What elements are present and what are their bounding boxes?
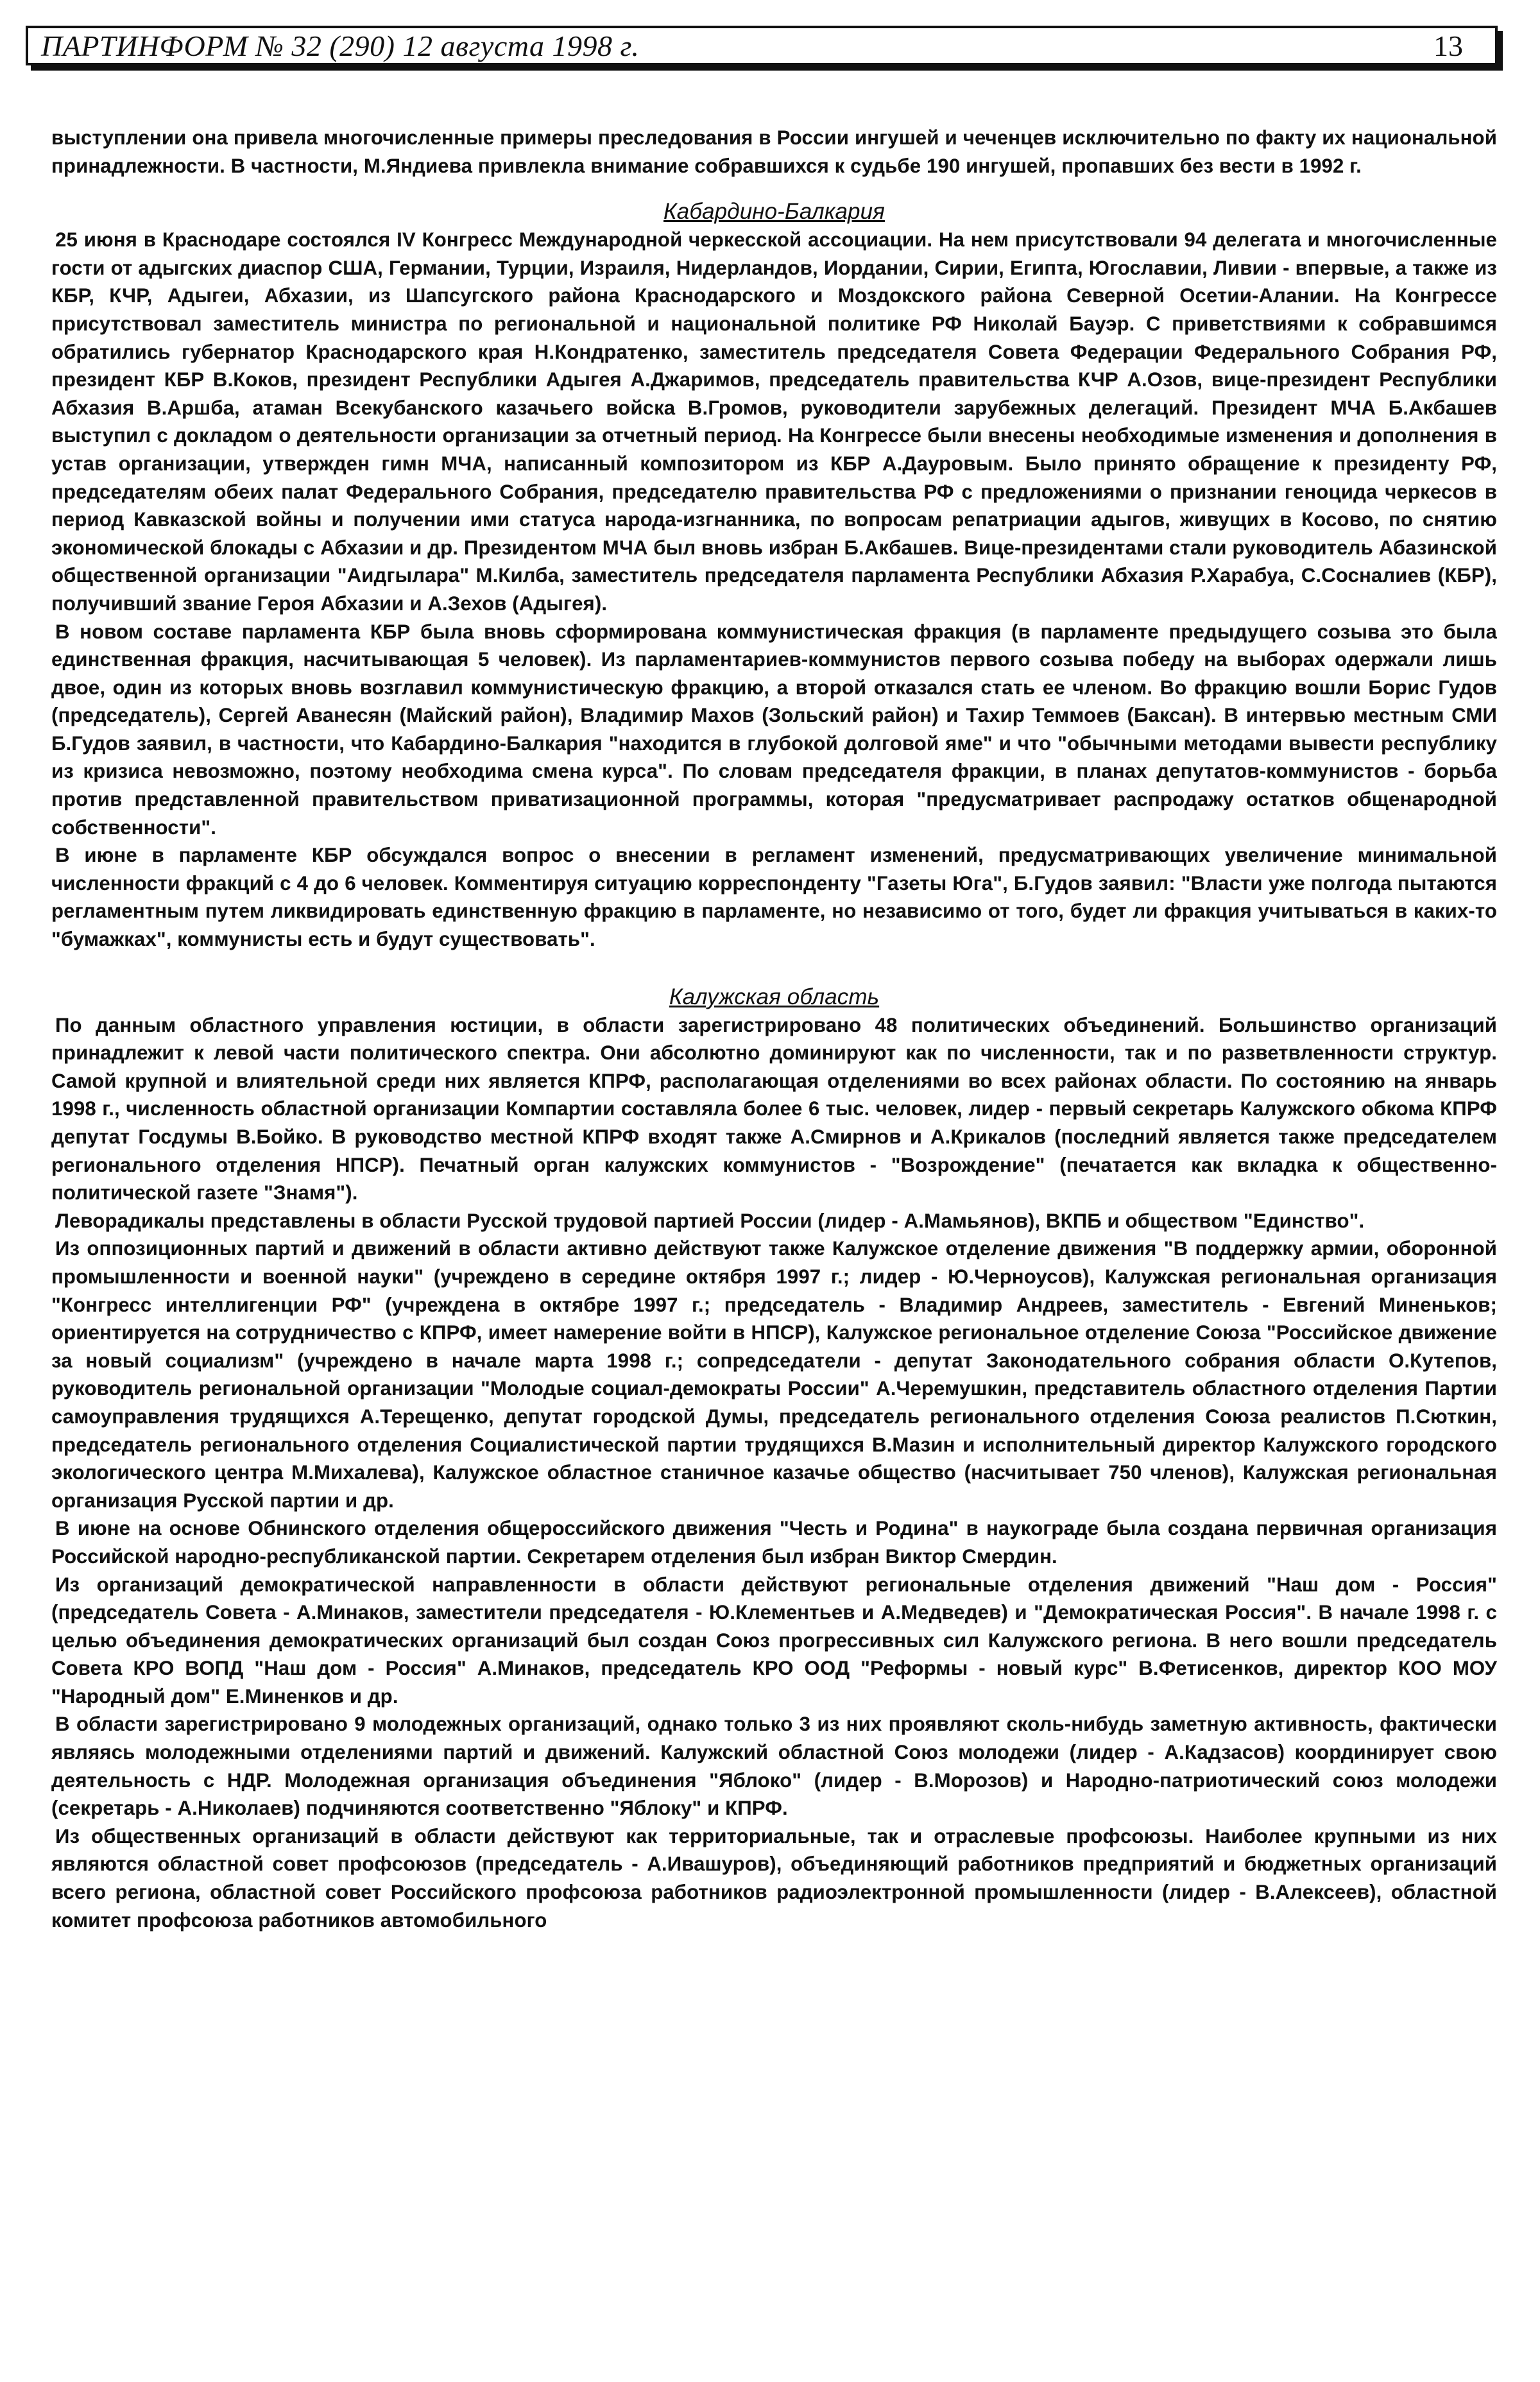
section-kabardino-balkaria — [51, 198, 1497, 953]
article-body — [51, 124, 1497, 1934]
spacer — [51, 180, 1497, 198]
paragraph: Леворадикалы представлены в области Русской трудовой партией России (лидер - А.Мамьянов), ВКПБ и обществом "Единство". — [55, 1209, 1365, 1232]
paragraph: В июне на основе Обнинского отделения общероссийского движения "Честь и Родина" в наукограде была создана первичная организация Российской народно-республиканской партии. Секретарем отделения был избран Виктор Смердин. — [51, 1517, 1497, 1568]
paragraph: Из оппозиционных партий и движений в области активно действуют также Калужское отделение движения "В поддержку армии, оборонной промышленности и военной науки" (учреждено в середине октября 1997 г.; лидер - Ю.Черноусов), Калужская региональная организация "Конгресс интеллигенции РФ" (учреждена в октябре 1997 г.; председатель - Владимир Андреев, заместитель - Евгений Миненьков; ориентируется на сотрудничество с КПРФ, имеет намерение войти в НПСР), Калужское региональное отделение Союза "Российское движение за новый социализм" (учреждено в начале марта 1998 г.; сопредседатели - депутат Законодательного собрания области О.Кутепов, руководитель региональной организации "Молодые социал-демократы России" А.Черемушкин, представитель областного отделения Партии самоуправления трудящихся А.Терещенко, депутат городской Думы, председатель регионального отделения Союза реалистов П.Сюткин, председатель регионального отделения Социалистической партии трудящихся В.Мазин и исполнительный директор Калужского городского экологического центра М.Михалева), Калужское областное станичное казачье общество (насчитывает 750 членов), Калужская региональная организация Русской партии и др. — [51, 1237, 1497, 1512]
section-title-kabardino-balkaria: Кабардино-Балкария — [663, 199, 885, 225]
page-header — [26, 26, 1498, 65]
spacer — [51, 954, 1497, 983]
paragraph: В области зарегистрировано 9 молодежных организаций, однако только 3 из них проявляют сколь-нибудь заметную активность, фактически являясь молодежными отделениями партий и движений. Калужский областной Союз молодежи (лидер - А.Кадзасов) координирует свою деятельность с НДР. Молодежная организация объединения "Яблоко" (лидер - В.Морозов) и Народно-патриотический союз молодежи (секретарь - А.Николаев) подчиняются соответственно "Яблоку" и КПРФ. — [51, 1713, 1497, 1820]
intro-paragraph: выступлении она привела многочисленные примеры преследования в России ингушей и чеченцев исключительно по факту их национальной принадлежности. В частности, М.Яндиева привлекла внимание собравшихся к судьбе 190 ингушей, пропавших без вести в 1992 г. — [51, 126, 1497, 177]
section-kaluga-oblast — [51, 983, 1497, 1935]
paragraph: В июне в парламенте КБР обсуждался вопрос о внесении в регламент изменений, предусматривающих увеличение минимальной численности фракций с 4 до 6 человек. Комментируя ситуацию корреспонденту "Газеты Юга", Б.Гудов заявил: "Власти уже полгода пытаются регламентным путем ликвидировать единственную фракцию в парламенте, но независимо от того, будет ли фракция учитываться в каких-то "бумажках", коммунисты есть и будут существовать". — [51, 844, 1497, 951]
masthead-title: ПАРТИНФОРМ № 32 (290) 12 августа 1998 г. — [41, 29, 640, 62]
paragraph: В новом составе парламента КБР была вновь сформирована коммунистическая фракция (в парламенте предыдущего созыва это была единственная фракция, насчитывающая 5 человек). Из парламентариев-коммунистов первого созыва победу на выборах одержали лишь двое, один из которых вновь возглавил коммунистическую фракцию, а второй отказался стать ее членом. Во фракцию вошли Борис Гудов (председатель), Сергей Аванесян (Майский район), Владимир Махов (Зольский район) и Тахир Теммоев (Баксан). В интервью местным СМИ Б.Гудов заявил, в частности, что Кабардино-Балкария "находится в глубокой долговой яме" и что "обычными методами вывести республику из кризиса невозможно, поэтому необходима смена курса". По словам председателя фракции, в планах депутатов-коммунистов - борьба против представленной правительством приватизационной программы, которая "предусматривает распродажу остатков общенародной собственности". — [51, 620, 1497, 839]
paragraph: Из общественных организаций в области действуют как территориальные, так и отраслевые профсоюзы. Наиболее крупными из них являются областной совет профсоюзов (председатель - А.Ивашуров), объединяющий работников предприятий и бюджетных организаций всего региона, областной совет Российского профсоюза работников радиоэлектронной промышленности (лидер - В.Алексеев), областной комитет профсоюза работников автомобильного — [51, 1824, 1497, 1932]
paragraph: По данным областного управления юстиции, в области зарегистрировано 48 политических объединений. Большинство организаций принадлежит к левой части политического спектра. Они абсолютно доминируют как по численности, так и по разветвленности структур. Самой крупной и влиятельной среди них является КПРФ, располагающая отделениями во всех районах области. По состоянию на январь 1998 г., численность областной организации Компартии составляла более 6 тыс. человек, лидер - первый секретарь Калужского обкома КПРФ депутат Госдумы В.Бойко. В руководство местной КПРФ входят также А.Смирнов и А.Крикалов (последний является также председателем регионального отделения НПСР). Печатный орган калужских коммунистов - "Возрождение" (печатается как вкладка к общественно-политической газете "Знамя"). — [51, 1013, 1497, 1204]
page-number: 13 — [1433, 29, 1463, 62]
section-title-kaluga-oblast: Калужская область — [669, 984, 880, 1009]
paragraph: 25 июня в Краснодаре состоялся IV Конгресс Международной черкесской ассоциации. На нем присутствовали 94 делегата и многочисленные гости от адыгских диаспор США, Германии, Турции, Израиля, Нидерландов, Иордании, Сирии, Египта, Югославии, Ливии - впервые, а также из КБР, КЧР, Адыгеи, Абхазии, из Шапсугского района Краснодарского и Моздокского района Северной Осетии-Алании. На Конгрессе присутствовал заместитель министра по региональной и национальной политике РФ Николай Бауэр. С приветствиями к собравшимся обратились губернатор Краснодарского края Н.Кондратенко, заместитель председателя Совета Федерации Федерального Собрания РФ, президент КБР В.Коков, президент Республики Адыгея А.Джаримов, председатель правительства КЧР А.Озов, вице-президент Республики Абхазия В.Аршба, атаман Всекубанского казачьего войска В.Громов, руководители зарубежных делегаций. Президент МЧА Б.Акбашев выступил с докладом о деятельности организации за отчетный период. На Конгрессе были внесены необходимые изменения и дополнения в устав организации, утвержден гимн МЧА, написанный композитором из КБР А.Дауровым. Было принято обращение к президенту РФ, председателям обеих палат Федерального Собрания, председателю правительства РФ с предложениями о признании геноцида черкесов в период Кавказской войны и получении ими статуса народа-изгнанника, по вопросам репатриации адыгов, живущих в Косово, по снятию экономической блокады с Абхазии и др. Президентом МЧА был вновь избран Б.Акбашев. Вице-президентами стали руководитель Абазинской общественной организации "Аидгылара" М.Килба, заместитель председателя парламента Республики Абхазия Р.Харабуа, С.Сосналиев (КБР), получивший звание Героя Абхазии и А.Зехов (Адыгея). — [51, 228, 1497, 615]
paragraph: Из организаций демократической направленности в области действуют региональные отделения движений "Наш дом - Россия" (председатель Совета - А.Минаков, заместители председателя - Ю.Клементьев и А.Медведев) и "Демократическая Россия". В начале 1998 г. с целью объединения демократических организаций был создан Союз прогрессивных сил Калужского региона. В него вошли председатель Совета КРО ВОПД "Наш дом - Россия" А.Минаков, председатель КРО ООД "Реформы - новый курс" В.Фетисенков, директор КОО МОУ "Народный дом" Е.Миненков и др. — [51, 1573, 1497, 1708]
